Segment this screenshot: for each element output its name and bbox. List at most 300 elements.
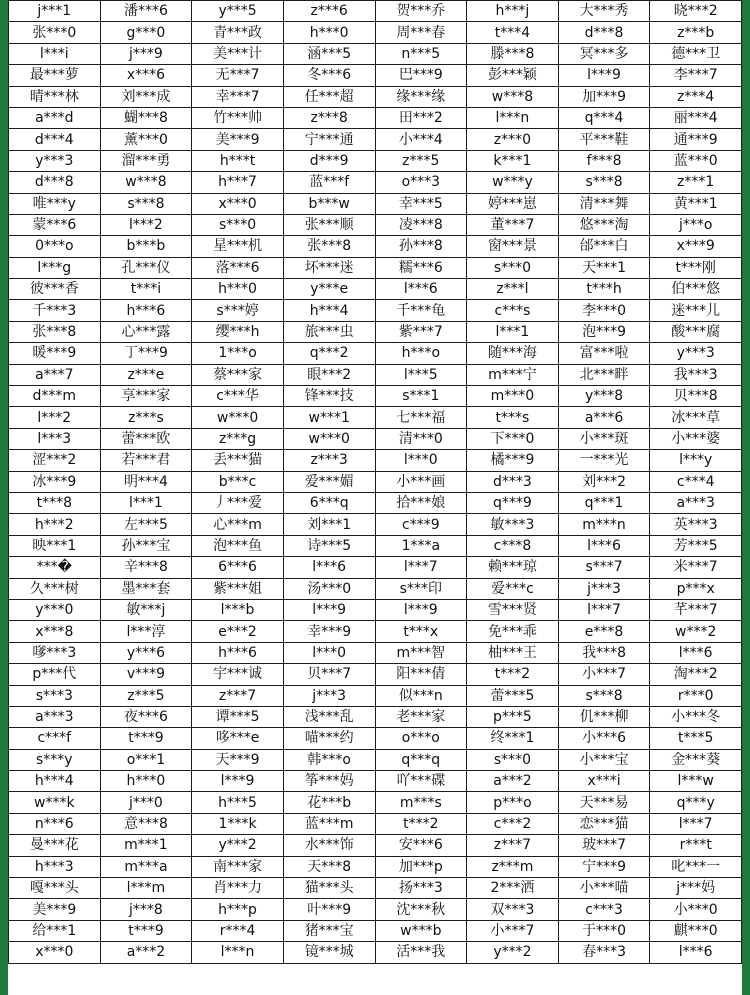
table-cell: 蒙***6 <box>9 214 101 235</box>
table-cell: m***a <box>100 856 192 877</box>
table-body <box>9 1 742 964</box>
table-cell: t***h <box>558 279 650 300</box>
table-cell: 1***k <box>192 813 284 834</box>
table-cell: 宇***诚 <box>192 664 284 685</box>
table-cell: l***1 <box>100 492 192 513</box>
table-cell: s***0 <box>467 257 559 278</box>
table-cell: 心***露 <box>100 321 192 342</box>
table-cell: 我***3 <box>650 364 742 385</box>
table-cell: c***f <box>9 728 101 749</box>
table-cell: 天***8 <box>283 856 375 877</box>
table-cell: t***x <box>375 621 467 642</box>
table-cell: j***3 <box>558 578 650 599</box>
table-cell: 汤***0 <box>283 578 375 599</box>
table-cell: y***3 <box>650 343 742 364</box>
table-cell: x***9 <box>650 236 742 257</box>
table-row <box>9 407 742 428</box>
table-cell: l***w <box>650 771 742 792</box>
table-cell: 北***畔 <box>558 364 650 385</box>
table-cell: 芳***5 <box>650 535 742 556</box>
table-cell: q***1 <box>558 492 650 513</box>
table-cell: r***0 <box>650 685 742 706</box>
table-cell: y***3 <box>9 150 101 171</box>
table-cell: 天***1 <box>558 257 650 278</box>
table-cell: 加***p <box>375 856 467 877</box>
table-cell: l***n <box>192 942 284 963</box>
table-cell: l***6 <box>650 942 742 963</box>
table-cell: 酸***腐 <box>650 321 742 342</box>
table-cell: 大***秀 <box>558 1 650 22</box>
table-row <box>9 878 742 899</box>
table-cell: d***8 <box>9 172 101 193</box>
table-cell: d***9 <box>283 150 375 171</box>
table-cell: 叶***9 <box>283 899 375 920</box>
table-cell: j***9 <box>100 43 192 64</box>
table-cell: h***0 <box>100 771 192 792</box>
table-row <box>9 428 742 449</box>
table-cell: 我***8 <box>558 642 650 663</box>
table-cell: f***8 <box>558 150 650 171</box>
table-cell: j***8 <box>100 899 192 920</box>
table-cell: l***6 <box>283 557 375 578</box>
table-cell: o***3 <box>375 172 467 193</box>
table-cell: 猫***头 <box>283 878 375 899</box>
table-row <box>9 792 742 813</box>
table-cell: 双***3 <box>467 899 559 920</box>
table-cell: p***5 <box>467 706 559 727</box>
table-cell: o***1 <box>100 749 192 770</box>
table-cell: j***妈 <box>650 878 742 899</box>
table-cell: 美***9 <box>9 899 101 920</box>
table-cell: p***x <box>650 578 742 599</box>
table-cell: h***6 <box>192 642 284 663</box>
table-cell: q***4 <box>558 107 650 128</box>
table-row <box>9 664 742 685</box>
table-cell: t***9 <box>100 728 192 749</box>
table-cell: z***5 <box>100 685 192 706</box>
table-cell: s***y <box>9 749 101 770</box>
table-row <box>9 172 742 193</box>
table-cell: 紫***姐 <box>192 578 284 599</box>
table-cell: l***2 <box>100 214 192 235</box>
table-cell: 南***家 <box>192 856 284 877</box>
table-cell: 七***福 <box>375 407 467 428</box>
table-cell: 丿***爱 <box>192 492 284 513</box>
table-cell: 扬***3 <box>375 878 467 899</box>
table-cell: q***q <box>375 749 467 770</box>
table-cell: y***6 <box>100 642 192 663</box>
table-row <box>9 642 742 663</box>
table-cell: 蓝***m <box>283 813 375 834</box>
table-cell: n***5 <box>375 43 467 64</box>
table-cell: o***o <box>375 728 467 749</box>
table-cell: w***y <box>467 172 559 193</box>
table-cell: l***g <box>9 257 101 278</box>
table-cell: w***b <box>375 920 467 941</box>
table-row <box>9 214 742 235</box>
table-cell: 冰***草 <box>650 407 742 428</box>
table-cell: c***3 <box>558 899 650 920</box>
table-cell: 落***6 <box>192 257 284 278</box>
table-row <box>9 621 742 642</box>
table-cell: 蔡***家 <box>192 364 284 385</box>
table-cell: z***e <box>100 364 192 385</box>
table-cell: 涵***5 <box>283 43 375 64</box>
table-cell: h***7 <box>192 172 284 193</box>
table-cell: 活***我 <box>375 942 467 963</box>
table-cell: 下***0 <box>467 428 559 449</box>
table-cell: c***4 <box>650 471 742 492</box>
table-cell: c***华 <box>192 386 284 407</box>
table-cell: l***9 <box>283 599 375 620</box>
table-cell: c***9 <box>375 514 467 535</box>
table-cell: l***0 <box>283 642 375 663</box>
table-cell: 丽***4 <box>650 107 742 128</box>
table-cell: m***智 <box>375 642 467 663</box>
table-cell: 蕾***5 <box>467 685 559 706</box>
table-row <box>9 279 742 300</box>
table-cell: l***y <box>650 450 742 471</box>
name-list-sheet <box>8 0 742 995</box>
table-cell: e***8 <box>558 621 650 642</box>
table-cell: 德***卫 <box>650 43 742 64</box>
table-row <box>9 86 742 107</box>
table-cell: x***8 <box>9 621 101 642</box>
table-cell: z***7 <box>467 835 559 856</box>
table-cell: 享***家 <box>100 386 192 407</box>
table-cell: 旅***虫 <box>283 321 375 342</box>
table-cell: 阳***倩 <box>375 664 467 685</box>
table-cell: l***7 <box>558 599 650 620</box>
table-cell: 柚***王 <box>467 642 559 663</box>
table-cell: h***3 <box>9 856 101 877</box>
table-cell: 镜***城 <box>283 942 375 963</box>
table-cell: 锋***技 <box>283 386 375 407</box>
table-cell: 小***斑 <box>558 428 650 449</box>
table-cell: z***7 <box>192 685 284 706</box>
table-row <box>9 364 742 385</box>
table-cell: 暖***9 <box>9 343 101 364</box>
table-cell: 周***春 <box>375 22 467 43</box>
table-cell: 加***9 <box>558 86 650 107</box>
table-row <box>9 920 742 941</box>
table-cell: 李***7 <box>650 65 742 86</box>
table-row <box>9 150 742 171</box>
table-cell: 溜***勇 <box>100 150 192 171</box>
table-row <box>9 386 742 407</box>
table-cell: 冥***多 <box>558 43 650 64</box>
table-cell: 缨***h <box>192 321 284 342</box>
table-cell: q***2 <box>283 343 375 364</box>
table-cell: 彭***颖 <box>467 65 559 86</box>
table-cell: 紫***7 <box>375 321 467 342</box>
table-cell: x***0 <box>9 942 101 963</box>
table-cell: 涩***2 <box>9 450 101 471</box>
table-cell: 伯***悠 <box>650 279 742 300</box>
table-cell: 窗***景 <box>467 236 559 257</box>
table-cell: b***b <box>100 236 192 257</box>
table-cell: 幸***5 <box>375 193 467 214</box>
table-row <box>9 492 742 513</box>
table-cell: 小***6 <box>558 728 650 749</box>
table-cell: 嘎***头 <box>9 878 101 899</box>
table-cell: 星***机 <box>192 236 284 257</box>
table-cell: h***t <box>192 150 284 171</box>
table-cell: 敏***3 <box>467 514 559 535</box>
table-cell: y***0 <box>9 599 101 620</box>
table-cell: y***5 <box>192 1 284 22</box>
table-cell: l***5 <box>375 364 467 385</box>
table-cell: 韩***o <box>283 749 375 770</box>
table-cell: 董***7 <box>467 214 559 235</box>
table-cell: h***6 <box>100 300 192 321</box>
table-cell: l***9 <box>192 771 284 792</box>
table-cell: z***5 <box>375 150 467 171</box>
table-cell: z***m <box>467 856 559 877</box>
table-cell: 滕***8 <box>467 43 559 64</box>
table-cell: 小***0 <box>650 899 742 920</box>
table-cell: d***8 <box>558 22 650 43</box>
table-cell: y***e <box>283 279 375 300</box>
table-cell: 敏***j <box>100 599 192 620</box>
table-cell: t***2 <box>467 664 559 685</box>
table-cell: 哆***e <box>192 728 284 749</box>
table-cell: m***s <box>375 792 467 813</box>
table-cell: 清***0 <box>375 428 467 449</box>
table-cell: 久***树 <box>9 578 101 599</box>
table-row <box>9 343 742 364</box>
table-cell: 叱***一 <box>650 856 742 877</box>
table-cell: z***6 <box>283 1 375 22</box>
table-cell: 辛***8 <box>100 557 192 578</box>
table-cell: 终***1 <box>467 728 559 749</box>
table-cell: 贺***乔 <box>375 1 467 22</box>
table-cell: 恋***猫 <box>558 813 650 834</box>
table-cell: 任***超 <box>283 86 375 107</box>
table-cell: 清***舞 <box>558 193 650 214</box>
table-cell: a***3 <box>650 492 742 513</box>
table-cell: 小***画 <box>375 471 467 492</box>
table-row <box>9 557 742 578</box>
table-cell: 金***葵 <box>650 749 742 770</box>
table-cell: 平***鞋 <box>558 129 650 150</box>
table-cell: x***i <box>558 771 650 792</box>
table-cell: 1***a <box>375 535 467 556</box>
table-cell: 夜***6 <box>100 706 192 727</box>
table-cell: q***y <box>650 792 742 813</box>
table-cell: h***0 <box>192 279 284 300</box>
table-cell: z***0 <box>467 129 559 150</box>
table-cell: 淘***2 <box>650 664 742 685</box>
table-cell: 曼***花 <box>9 835 101 856</box>
table-cell: 喵***约 <box>283 728 375 749</box>
table-cell: s***婷 <box>192 300 284 321</box>
table-cell: l***9 <box>375 599 467 620</box>
table-cell: a***7 <box>9 364 101 385</box>
table-cell: 通***9 <box>650 129 742 150</box>
table-cell: 宁***通 <box>283 129 375 150</box>
table-row <box>9 236 742 257</box>
table-cell: l***0 <box>375 450 467 471</box>
table-cell: d***4 <box>9 129 101 150</box>
table-cell: l***6 <box>375 279 467 300</box>
table-cell: t***2 <box>375 813 467 834</box>
table-cell: t***8 <box>9 492 101 513</box>
table-row <box>9 749 742 770</box>
table-cell: w***0 <box>192 407 284 428</box>
table-cell: 小***宝 <box>558 749 650 770</box>
table-cell: 唯***y <box>9 193 101 214</box>
table-cell: n***6 <box>9 813 101 834</box>
table-cell: 蓝***f <box>283 172 375 193</box>
table-cell: j***3 <box>283 685 375 706</box>
table-row <box>9 771 742 792</box>
table-cell: h***0 <box>283 22 375 43</box>
table-cell: 小***4 <box>375 129 467 150</box>
table-cell: w***k <box>9 792 101 813</box>
table-cell: w***1 <box>283 407 375 428</box>
table-cell: 缘***缘 <box>375 86 467 107</box>
table-cell: 田***2 <box>375 107 467 128</box>
table-cell: l***b <box>192 599 284 620</box>
table-cell: m***0 <box>467 386 559 407</box>
table-row <box>9 685 742 706</box>
table-cell: l***3 <box>9 428 101 449</box>
table-cell: w***2 <box>650 621 742 642</box>
table-cell: w***0 <box>283 428 375 449</box>
table-cell: b***w <box>283 193 375 214</box>
table-cell: e***2 <box>192 621 284 642</box>
table-cell: l***m <box>100 878 192 899</box>
table-cell: l***n <box>467 107 559 128</box>
table-cell: p***o <box>467 792 559 813</box>
table-cell: h***o <box>375 343 467 364</box>
table-cell: l***i <box>9 43 101 64</box>
table-cell: 心***m <box>192 514 284 535</box>
table-cell: t***s <box>467 407 559 428</box>
table-cell: 一***光 <box>558 450 650 471</box>
table-cell: j***o <box>650 214 742 235</box>
table-cell: j***1 <box>9 1 101 22</box>
table-cell: 爱***c <box>467 578 559 599</box>
table-cell: h***5 <box>192 792 284 813</box>
table-row <box>9 813 742 834</box>
table-cell: z***b <box>650 22 742 43</box>
table-cell: 沈***秋 <box>375 899 467 920</box>
table-cell: 潘***6 <box>100 1 192 22</box>
table-cell: 谭***5 <box>192 706 284 727</box>
table-cell: c***s <box>467 300 559 321</box>
table-row <box>9 65 742 86</box>
table-cell: x***6 <box>100 65 192 86</box>
table-cell: 爱***媚 <box>283 471 375 492</box>
table-cell: 小***婆 <box>650 428 742 449</box>
table-cell: z***l <box>467 279 559 300</box>
table-cell: 张***顺 <box>283 214 375 235</box>
table-cell: 孙***8 <box>375 236 467 257</box>
table-cell: 映***1 <box>9 535 101 556</box>
table-cell: 安***6 <box>375 835 467 856</box>
table-row <box>9 578 742 599</box>
table-cell: 幸***7 <box>192 86 284 107</box>
table-cell: z***8 <box>283 107 375 128</box>
table-cell: t***9 <box>100 920 192 941</box>
table-cell: 0***o <box>9 236 101 257</box>
table-cell: a***3 <box>9 706 101 727</box>
table-cell: 芊***7 <box>650 599 742 620</box>
table-cell: s***8 <box>558 685 650 706</box>
table-cell: z***3 <box>283 450 375 471</box>
table-cell: l***7 <box>650 813 742 834</box>
table-cell: k***1 <box>467 150 559 171</box>
table-cell: 张***8 <box>9 321 101 342</box>
table-cell: v***9 <box>100 664 192 685</box>
table-cell: z***g <box>192 428 284 449</box>
table-cell: 1***o <box>192 343 284 364</box>
table-cell: a***2 <box>467 771 559 792</box>
table-cell: l***淳 <box>100 621 192 642</box>
table-cell: w***8 <box>100 172 192 193</box>
table-cell: y***2 <box>192 835 284 856</box>
table-cell: 蕾***欧 <box>100 428 192 449</box>
table-cell: 贝***7 <box>283 664 375 685</box>
table-cell: s***1 <box>375 386 467 407</box>
table-row <box>9 300 742 321</box>
table-cell: 浅***乱 <box>283 706 375 727</box>
table-cell: s***7 <box>558 557 650 578</box>
table-cell: s***3 <box>9 685 101 706</box>
table-cell: 晓***2 <box>650 1 742 22</box>
table-cell: 小***7 <box>467 920 559 941</box>
table-cell: 给***1 <box>9 920 101 941</box>
table-cell: j***0 <box>100 792 192 813</box>
table-cell: 千***3 <box>9 300 101 321</box>
table-cell: 6***q <box>283 492 375 513</box>
table-cell: 丢***猫 <box>192 450 284 471</box>
table-cell: 丁***9 <box>100 343 192 364</box>
table-cell: 于***0 <box>558 920 650 941</box>
table-row <box>9 514 742 535</box>
table-cell: t***刚 <box>650 257 742 278</box>
table-cell: 黄***1 <box>650 193 742 214</box>
table-cell: 晴***林 <box>9 86 101 107</box>
table-cell: 春***3 <box>558 942 650 963</box>
table-cell: x***0 <box>192 193 284 214</box>
table-cell: 宁***9 <box>558 856 650 877</box>
table-cell: 意***8 <box>100 813 192 834</box>
table-cell: l***1 <box>467 321 559 342</box>
table-cell: 小***喵 <box>558 878 650 899</box>
table-cell: l***6 <box>558 535 650 556</box>
table-cell: 免***乖 <box>467 621 559 642</box>
table-cell: 糯***6 <box>375 257 467 278</box>
table-cell: 诗***5 <box>283 535 375 556</box>
table-cell: 花***b <box>283 792 375 813</box>
table-cell: c***2 <box>467 813 559 834</box>
table-row <box>9 535 742 556</box>
table-row <box>9 599 742 620</box>
table-cell: h***j <box>467 1 559 22</box>
table-cell: 嗲***3 <box>9 642 101 663</box>
table-row <box>9 107 742 128</box>
table-row <box>9 942 742 963</box>
table-cell: 天***9 <box>192 749 284 770</box>
table-cell: a***6 <box>558 407 650 428</box>
table-row <box>9 450 742 471</box>
table-cell: 幸***9 <box>283 621 375 642</box>
table-cell: 麒***0 <box>650 920 742 941</box>
table-cell: l***6 <box>650 642 742 663</box>
